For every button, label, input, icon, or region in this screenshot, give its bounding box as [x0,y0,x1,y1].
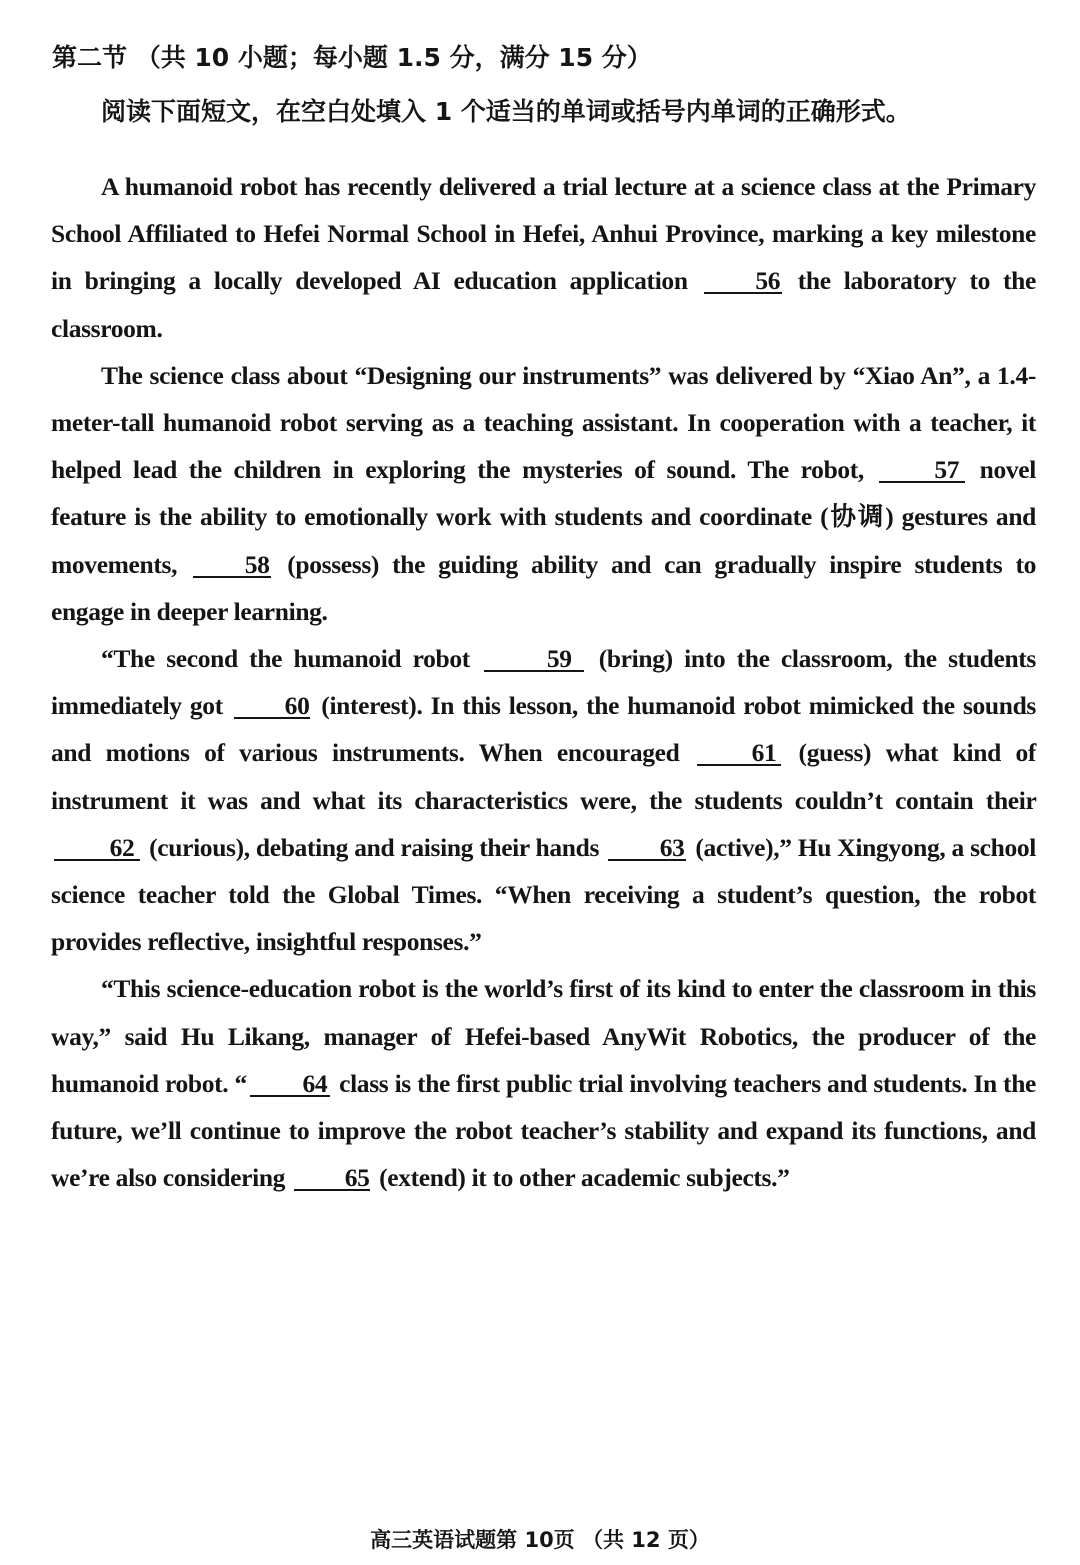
paragraph-3 [51,635,1036,965]
passage [51,163,1036,1201]
blank-57: 57 [879,459,965,483]
paragraph-3-text-b: (bring) into the classroom, the students immediately got [51,644,1037,721]
blank-59: 59 [484,648,584,672]
paragraph-1-text: A humanoid robot has recently delivered a trial lecture at a science class at the Primary School Affiliated to Hefei Normal School in Hefei, Anhui Province, marking a key milestone in bringing a locally developed AI education application [51,172,1036,296]
paragraph-2-text-mid: novel feature is the ability to emotionally work with students and coordinate (协调) gestures and movements, [51,455,1036,579]
paragraph-4-text-end: (extend) it to other academic subjects.” [379,1163,790,1193]
paragraph-3-text-e: (curious), debating and raising their hands [149,832,600,862]
paragraph-4-text: “This science-education robot is the world’s first of its kind to enter the classroom in this way,” said Hu Likang, manager of Hefei-based AnyWit Robotics, the producer of the humanoid robot. “ [51,974,1036,1098]
paragraph-3-text-d: (guess) what kind of instrument it was and what its characteristics were, the students couldn’t contain their [51,738,1036,815]
blank-56: 56 [704,270,782,294]
blank-63: 63 [608,837,686,861]
paragraph-2 [51,352,1036,635]
blank-58: 58 [193,554,271,578]
section-heading: 第二节 （共 10 小题；每小题 1.5 分，满分 15 分） [52,43,652,72]
paragraph-2-text: The science class about “Designing our instruments” was delivered by “Xiao An”, a 1.4-meter-tall humanoid robot serving as a teaching assistant. In cooperation with a teacher, it helped lead the children in exploring the mysteries of sound. The robot, [51,360,1036,485]
instruction-text: 阅读下面短文，在空白处填入 1 个适当的单词或括号内单词的正确形式。 [101,97,911,126]
paragraph-3-text: “The second the humanoid robot [101,644,470,674]
page-footer: 高三英语试题第 10页 （共 12 页） [370,1528,710,1552]
paragraph-2-text-end: (possess) the guiding ability and can gradually inspire students to engage in deeper learning. [51,549,1036,626]
blank-60: 60 [234,695,310,719]
paragraph-3-text-c: (interest). In this lesson, the humanoid robot mimicked the sounds and motions of various instruments. When encouraged [51,691,1036,768]
blank-64: 64 [250,1073,330,1097]
blank-62: 62 [54,837,140,861]
paragraph-4-text-mid: class is the first public trial involving teachers and students. In the future, we’ll continue to improve the robot teacher’s stability and expand its functions, and we’re also considering [51,1068,1037,1193]
paragraph-1 [51,163,1036,352]
blank-65: 65 [294,1167,370,1191]
blank-61: 61 [697,742,781,766]
paragraph-1-text-end: the laboratory to the classroom. [51,266,1036,343]
paragraph-4 [51,965,1036,1201]
paragraph-3-text-end: (active),” Hu Xingyong, a school science teacher told the Global Times. “When receiving a student’s question, the robot provides reflective, insightful responses.” [51,832,1036,957]
